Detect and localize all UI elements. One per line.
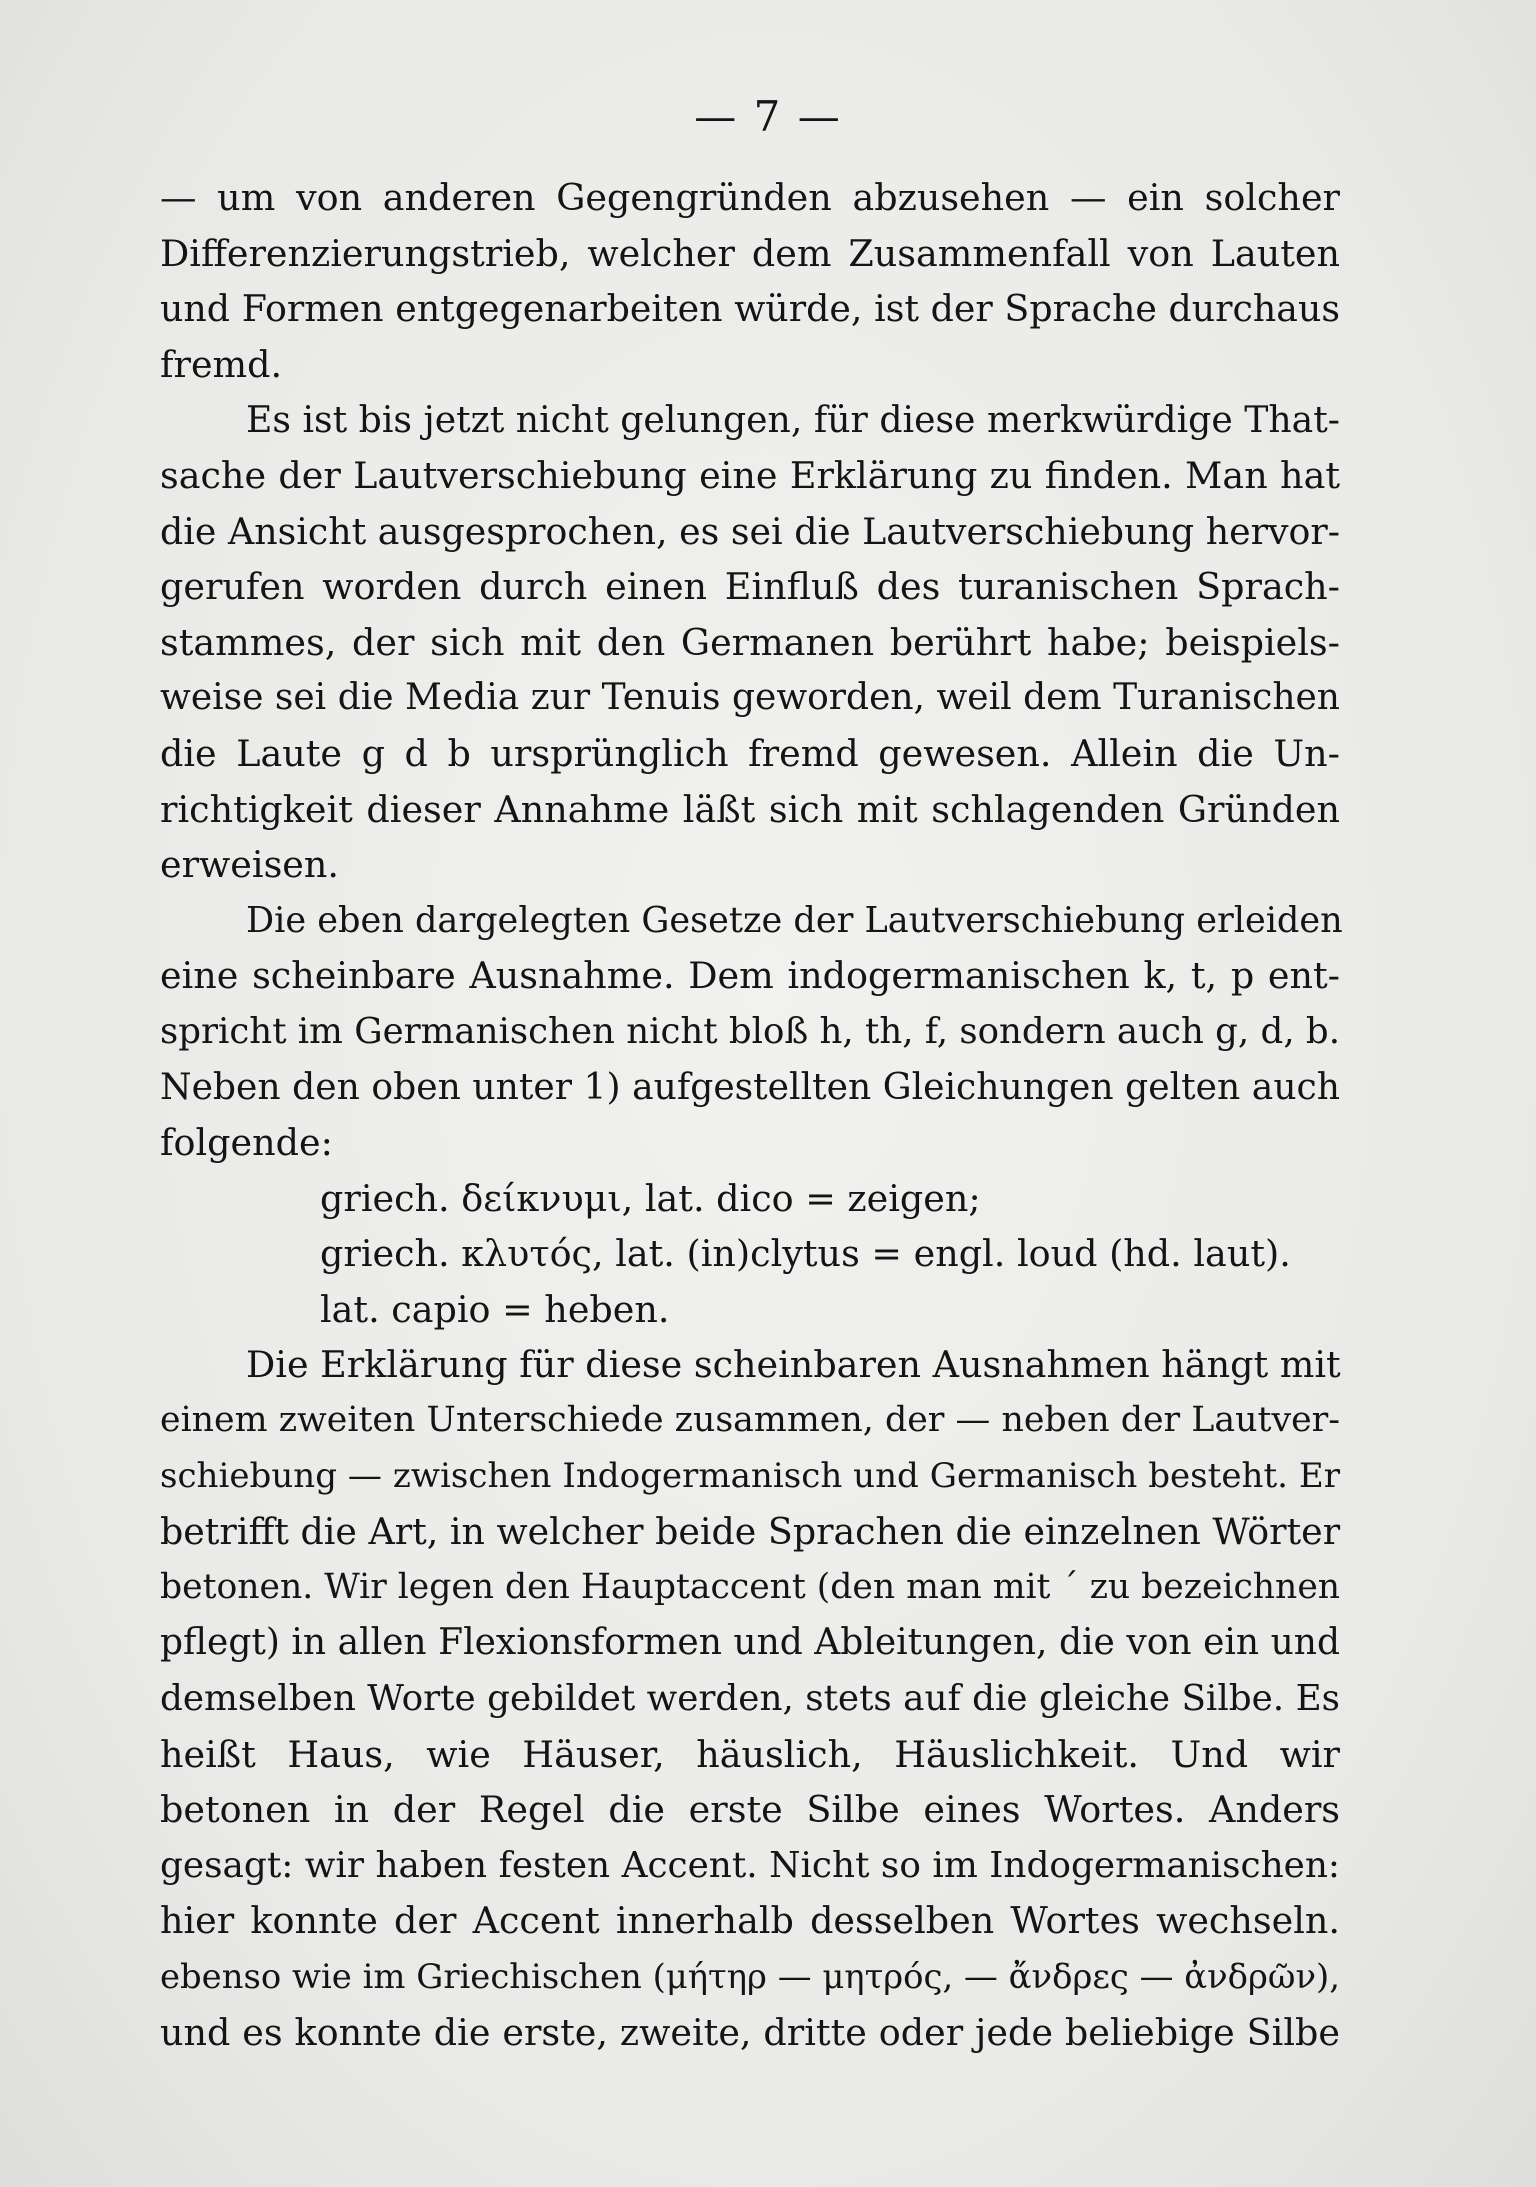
text-line: hier konnte der Accent innerhalb desselben Wortes wechseln. (160, 1899, 1340, 1943)
text-line: sache der Lautverschiebung eine Erklärung zu finden. Man hat (160, 453, 1340, 497)
text-line: erweisen. (160, 843, 340, 887)
text-line: demselben Worte gebildet werden, stets auf die gleiche Silbe. Es (160, 1678, 1340, 1720)
page-number: — 7 — (694, 92, 842, 141)
text-line: gerufen worden durch einen Einfluß des turanischen Sprach- (160, 565, 1340, 609)
text-line: pflegt) in allen Flexionsformen und Ableitungen, die von ein und (160, 1622, 1340, 1664)
text-line: betonen. Wir legen den Hauptaccent (den man mit ´ zu bezeichnen (160, 1566, 1341, 1607)
body-text (160, 170, 1343, 2060)
equation-line: griech. δείκνυμι, lat. dico = zeigen; (320, 1176, 981, 1220)
text-line: spricht im Germanischen nicht bloß h, th, f, sondern auch g, d, b. (160, 1010, 1340, 1052)
text-line: Die Erklärung für diese scheinbaren Ausnahmen hängt mit (246, 1343, 1341, 1387)
text-line: — um von anderen Gegengründen abzusehen — ein solcher (160, 176, 1340, 219)
equation-line: lat. capio = heben. (320, 1287, 670, 1331)
text-line: eine scheinbare Ausnahme. Dem indogermanischen k, t, p ent- (160, 954, 1340, 998)
text-line: und es konnte die erste, zweite, dritte oder jede beliebige Silbe (160, 2010, 1340, 2054)
text-line: und Formen entgegenarbeiten würde, ist der Sprache durchaus (160, 287, 1340, 331)
text-line: schiebung — zwischen Indogermanisch und Germanisch besteht. Er (160, 1455, 1340, 1496)
text-line: die Laute g d b ursprünglich fremd gewesen. Allein die Un- (160, 731, 1340, 775)
text-line: folgende: (160, 1121, 333, 1165)
text-line: betrifft die Art, in welcher beide Sprachen die einzelnen Wörter (160, 1510, 1341, 1554)
text-line: gesagt: wir haben festen Accent. Nicht so im Indogermanischen: (160, 1844, 1340, 1886)
text-line: Es ist bis jetzt nicht gelungen, für diese merkwürdige That- (246, 398, 1340, 442)
text-line: die Ansicht ausgesprochen, es sei die Lautverschiebung hervor- (160, 509, 1340, 553)
text-line: fremd. (160, 342, 283, 386)
text-line: weise sei die Media zur Tenuis geworden, weil dem Turanischen (160, 677, 1340, 719)
text-line: Neben den oben unter 1) aufgestellten Gleichungen gelten auch (160, 1065, 1340, 1108)
text-line: Die eben dargelegten Gesetze der Lautverschiebung erleiden (246, 899, 1343, 941)
text-line: betonen in der Regel die erste Silbe eines Wortes. Anders (160, 1788, 1340, 1832)
text-line: einem zweiten Unterschiede zusammen, der — neben der Lautver- (160, 1400, 1340, 1441)
text-line: ebenso wie im Griechischen (μήτηρ — μητρός, — ἄνδρες — ἀνδρῶν), (160, 1957, 1340, 1996)
text-line: heißt Haus, wie Häuser, häuslich, Häuslichkeit. Und wir (160, 1732, 1340, 1776)
text-line: Differenzierungstrieb, welcher dem Zusammenfall von Lauten (160, 231, 1340, 275)
equation-line: griech. κλυτός, lat. (in)clytus = engl. loud (hd. laut). (320, 1232, 1291, 1276)
text-line: richtigkeit dieser Annahme läßt sich mit schlagenden Gründen (160, 787, 1340, 831)
text-line: stammes, der sich mit den Germanen berührt habe; beispiels- (160, 620, 1340, 664)
